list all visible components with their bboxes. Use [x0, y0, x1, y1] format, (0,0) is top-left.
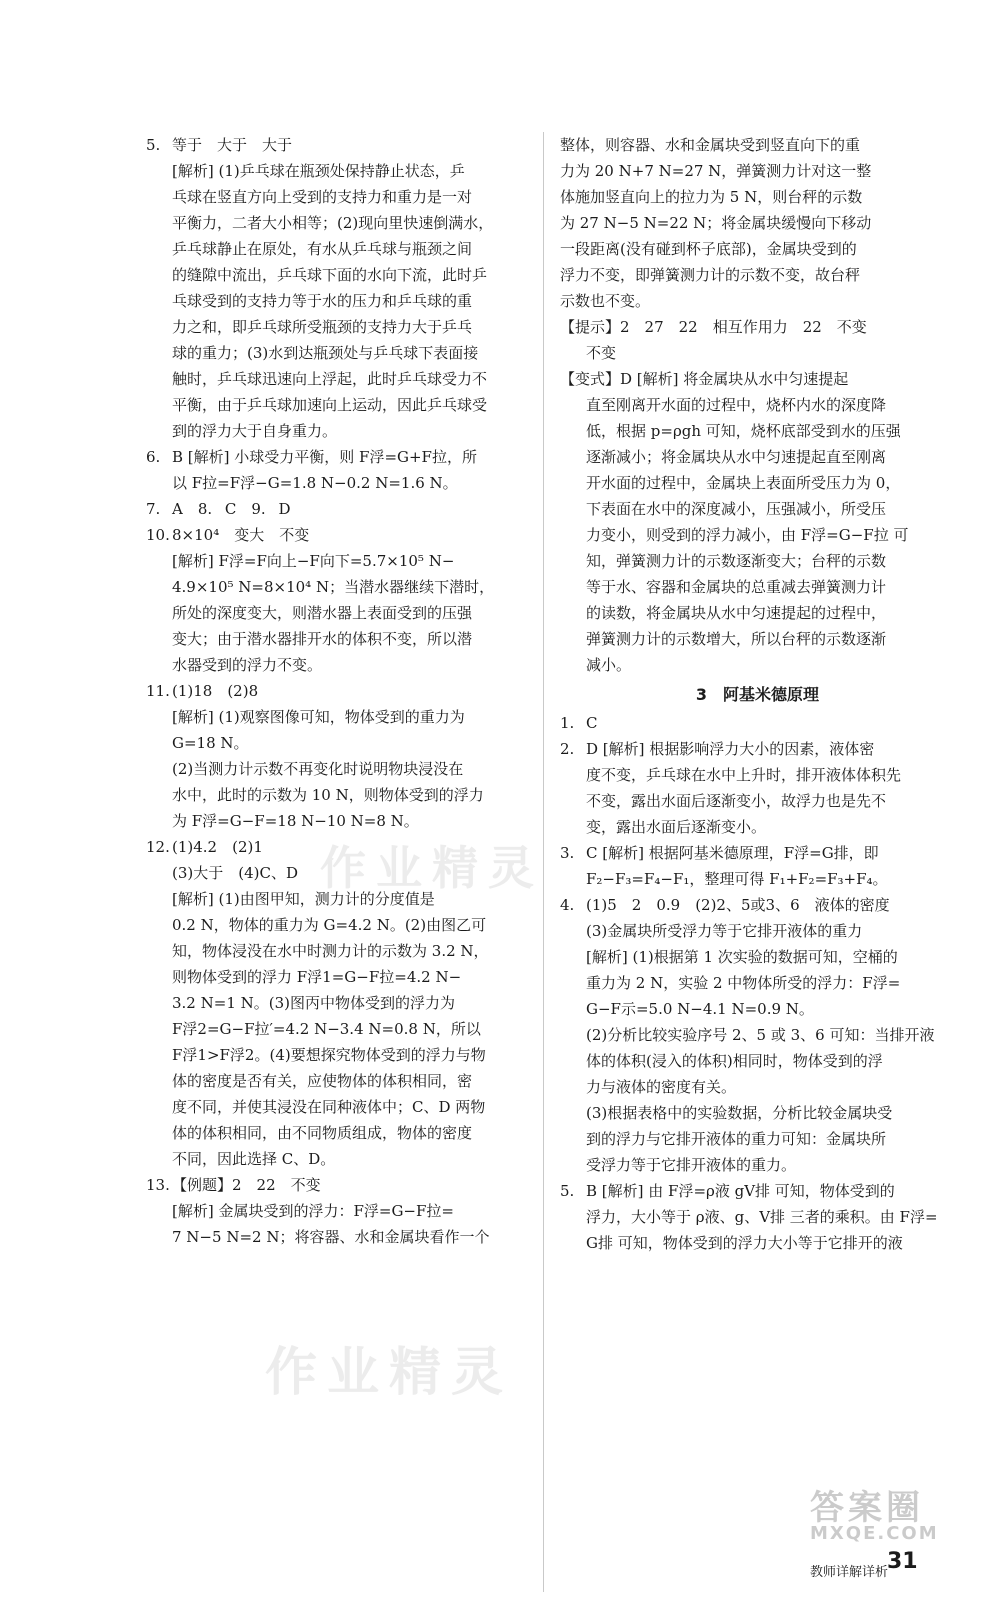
text-line: 以 F拉=F浮−G=1.8 N−0.2 N=1.6 N。: [172, 474, 458, 492]
text-line: 乓球受到的支持力等于水的压力和乒乓球的重: [172, 292, 473, 310]
text-line: [解析] (1)乒乓球在瓶颈处保持静止状态，乒: [172, 162, 465, 180]
logo-mark: 答案圈: [810, 1488, 924, 1528]
text-line: 不变，露出水面后逐渐变小，故浮力也是先不: [586, 792, 887, 810]
text-line: 低，根据 p=ρgh 可知，烧杯底部受到水的压强: [586, 422, 901, 440]
text-line: (3)金属块所受浮力等于它排开液体的重力: [586, 922, 863, 940]
text-line: 水中，此时的示数为 10 N，则物体受到的浮力: [172, 786, 484, 804]
text-line: 则物体受到的浮力 F浮1=G−F拉=4.2 N−: [172, 968, 462, 986]
tip-block: [560, 314, 955, 366]
text-line: (3)根据表格中的实验数据，分析比较金属块受: [586, 1104, 893, 1122]
answer-item-7-9: [146, 496, 531, 522]
text-line: 力之和，即乒乓球所受瓶颈的支持力大于乒乓: [172, 318, 473, 336]
text-line: 下表面在水中的深度减小，压强减小，所受压: [586, 500, 887, 518]
right-column: [560, 132, 955, 1256]
left-column: [146, 132, 531, 1250]
watermark-text: 作业精灵: [320, 841, 544, 895]
section-title: 3 阿基米德原理: [695, 685, 820, 704]
item-number: 3.: [560, 844, 575, 862]
answer-item-s3: [560, 840, 955, 892]
answer-item-s1: [560, 710, 955, 736]
answer-item-13-continued: [560, 132, 955, 314]
answer-item-s5: [560, 1178, 955, 1256]
text-line: F浮1>F浮2。(4)要想探究物体受到的浮力与物: [172, 1046, 486, 1064]
text-line: 浮力不变，即弹簧测力计的示数不变，故台秤: [560, 266, 861, 284]
text-line: [解析] (1)由图甲知，测力计的分度值是: [172, 890, 435, 908]
text-line: 知，弹簧测力计的示数逐渐变大；台秤的示数: [586, 552, 887, 570]
text-line: 开水面的过程中，金属块上表面所受压力为 0，: [586, 474, 901, 492]
text-line: 7 N−5 N=2 N；将容器、水和金属块看作一个: [172, 1228, 490, 1246]
answer-item-13: [146, 1172, 531, 1250]
text-line: 度不同，并使其浸没在同种液体中；C、D 两物: [172, 1098, 486, 1116]
text-line: 力为 20 N+7 N=27 N，弹簧测力计对这一整: [560, 162, 872, 180]
item-number: 2.: [560, 740, 575, 758]
text-line: 【提示】2 27 22 相互作用力 22 不变: [560, 318, 867, 336]
text-line: [解析] F浮=F向上−F向下=5.7×10⁵ N−: [172, 552, 455, 570]
text-line: 整体，则容器、水和金属块受到竖直向下的重: [560, 136, 861, 154]
text-line: 平衡，由于乒乓球加速向上运动，因此乒乓球受: [172, 396, 488, 414]
item-number: 1.: [560, 714, 575, 732]
text-line: 度不变，乒乓球在水中上升时，排开液体体积先: [586, 766, 902, 784]
logo-url: MXQE.COM: [810, 1523, 939, 1544]
item-number: 10.: [146, 526, 170, 544]
text-line: 变，露出水面后逐渐变小。: [586, 818, 767, 836]
answer-text: (1)5 2 0.9 (2)2、5或3、6 液体的密度: [586, 896, 890, 914]
text-line: B [解析] 小球受力平衡，则 F浮=G+F拉，所: [172, 448, 477, 466]
text-line: 触时，乒乓球迅速向上浮起，此时乒乓球受力不: [172, 370, 488, 388]
text-line: 受浮力等于它排开液体的重力。: [586, 1156, 797, 1174]
item-number: 13.: [146, 1176, 170, 1194]
text-line: 到的浮力与它排开液体的重力可知：金属块所: [586, 1130, 887, 1148]
item-number: 7.: [146, 500, 161, 518]
text-line: 等于水、容器和金属块的总重减去弹簧测力计: [586, 578, 887, 596]
text-line: 体的体积(浸入的体积)相同时，物体受到的浮: [586, 1052, 883, 1070]
item-number: 5.: [146, 136, 161, 154]
text-line: (2)当测力计示数不再变化时说明物块浸没在: [172, 760, 464, 778]
text-line: 乓球在竖直方向上受到的支持力和重力是一对: [172, 188, 473, 206]
text-line: 3.2 N=1 N。(3)图丙中物体受到的浮力为: [172, 994, 456, 1012]
text-line: 示数也不变。: [560, 292, 651, 310]
text-line: 球的重力；(3)水到达瓶颈处与乒乓球下表面接: [172, 344, 479, 362]
text-line: [解析] 金属块受到的浮力：F浮=G−F拉=: [172, 1202, 454, 1220]
answer-text: 等于 大于 大于: [172, 136, 293, 154]
footer-label: 教师详解详析: [810, 1565, 889, 1580]
text-line: G排 可知，物体受到的浮力大小等于它排开的液: [586, 1234, 903, 1252]
answer-text: (1)18 (2)8: [172, 682, 259, 700]
text-line: 到的浮力大于自身重力。: [172, 422, 338, 440]
text-line: 直至刚离开水面的过程中，烧杯内水的深度降: [586, 396, 887, 414]
text-line: 的读数，将金属块从水中匀速提起的过程中，: [586, 604, 887, 622]
text-line: 力与液体的密度有关。: [586, 1078, 737, 1096]
text-line: 体的体积相同，由不同物质组成，物体的密度: [172, 1124, 473, 1142]
answer-item-6: [146, 444, 531, 496]
text-line: 体施加竖直向上的拉力为 5 N，则台秤的示数: [560, 188, 863, 206]
text-line: 弹簧测力计的示数增大，所以台秤的示数逐渐: [586, 630, 887, 648]
answer-item-s4: [560, 892, 955, 1178]
text-line: 浮力，大小等于 ρ液、g、V排 三者的乘积。由 F浮=: [586, 1208, 938, 1226]
answer-text: (1)4.2 (2)1: [172, 838, 263, 856]
text-line: 体的密度是否有关，应使物体的体积相同，密: [172, 1072, 473, 1090]
text-line: 【变式】D [解析] 将金属块从水中匀速提起: [560, 370, 849, 388]
text-line: G−F示=5.0 N−4.1 N=0.9 N。: [586, 1000, 814, 1018]
text-line: 不同，因此选择 C、D。: [172, 1150, 336, 1168]
text-line: [解析] (1)观察图像可知，物体受到的重力为: [172, 708, 465, 726]
text-line: 减小。: [586, 656, 632, 674]
answer-item-5: [146, 132, 531, 444]
item-number: 6.: [146, 448, 161, 466]
text-line: 为 27 N−5 N=22 N；将金属块缓慢向下移动: [560, 214, 872, 232]
text-line: D [解析] 根据影响浮力大小的因素，液体密: [586, 740, 875, 758]
text-line: 不变: [586, 344, 617, 362]
text-line: 平衡力，二者大小相等；(2)现向里快速倒满水，: [172, 214, 494, 232]
answer-text: 【例题】2 22 不变: [172, 1176, 321, 1194]
text-line: 的缝隙中流出，乒乓球下面的水向下流，此时乒: [172, 266, 488, 284]
text-line: (2)分析比较实验序号 2、5 或 3、6 可知：当排开液: [586, 1026, 935, 1044]
answer-item-10: [146, 522, 531, 678]
item-number: 4.: [560, 896, 575, 914]
item-number: 12.: [146, 838, 170, 856]
text-line: 力变小，则受到的浮力减小，由 F浮=G−F拉 可: [586, 526, 909, 544]
explanation: [172, 158, 531, 444]
text-line: 一段距离(没有碰到杯子底部)，金属块受到的: [560, 240, 857, 258]
answer-text: (3)大于 (4)C、D: [172, 864, 298, 882]
site-logo: [810, 1488, 939, 1547]
text-line: 0.2 N，物体的重力为 G=4.2 N。(2)由图乙可: [172, 916, 487, 934]
watermark-text: 作业精灵: [265, 1343, 514, 1403]
answer-text: 8×10⁴ 变大 不变: [172, 526, 310, 544]
text-line: F₂−F₃=F₄−F₁，整理可得 F₁+F₂=F₃+F₄。: [586, 870, 888, 888]
page-number: 31: [887, 1549, 918, 1574]
text-line: 乒乓球静止在原处，有水从乒乓球与瓶颈之间: [172, 240, 473, 258]
text-line: F浮2=G−F拉′=4.2 N−3.4 N=0.8 N，所以: [172, 1020, 481, 1038]
text-line: 重力为 2 N，实验 2 中物体所受的浮力：F浮=: [586, 974, 901, 992]
text-line: B [解析] 由 F浮=ρ液 gV排 可知，物体受到的: [586, 1182, 895, 1200]
text-line: 所处的深度变大，则潜水器上表面受到的压强: [172, 604, 473, 622]
text-line: 变大；由于潜水器排开水的体积不变，所以潜: [172, 630, 473, 648]
text-line: 4.9×10⁵ N=8×10⁴ N；当潜水器继续下潜时，: [172, 578, 495, 596]
item-number: 11.: [146, 682, 170, 700]
variant-block: [560, 366, 955, 678]
answer-item-11: [146, 678, 531, 834]
text-line: C [解析] 根据阿基米德原理，F浮=G排，即: [586, 844, 879, 862]
text-line: G=18 N。: [172, 734, 249, 752]
text-line: [解析] (1)根据第 1 次实验的数据可知，空桶的: [586, 948, 898, 966]
text-line: 知，物体浸没在水中时测力计的示数为 3.2 N，: [172, 942, 489, 960]
answer-text: C: [586, 714, 598, 732]
text-line: 为 F浮=G−F=18 N−10 N=8 N。: [172, 812, 419, 830]
item-number: 5.: [560, 1182, 575, 1200]
answer-item-s2: [560, 736, 955, 840]
answer-text: A 8. C 9. D: [172, 500, 291, 518]
text-line: 水器受到的浮力不变。: [172, 656, 323, 674]
text-line: 逐渐减小；将金属块从水中匀速提起直至刚离: [586, 448, 887, 466]
